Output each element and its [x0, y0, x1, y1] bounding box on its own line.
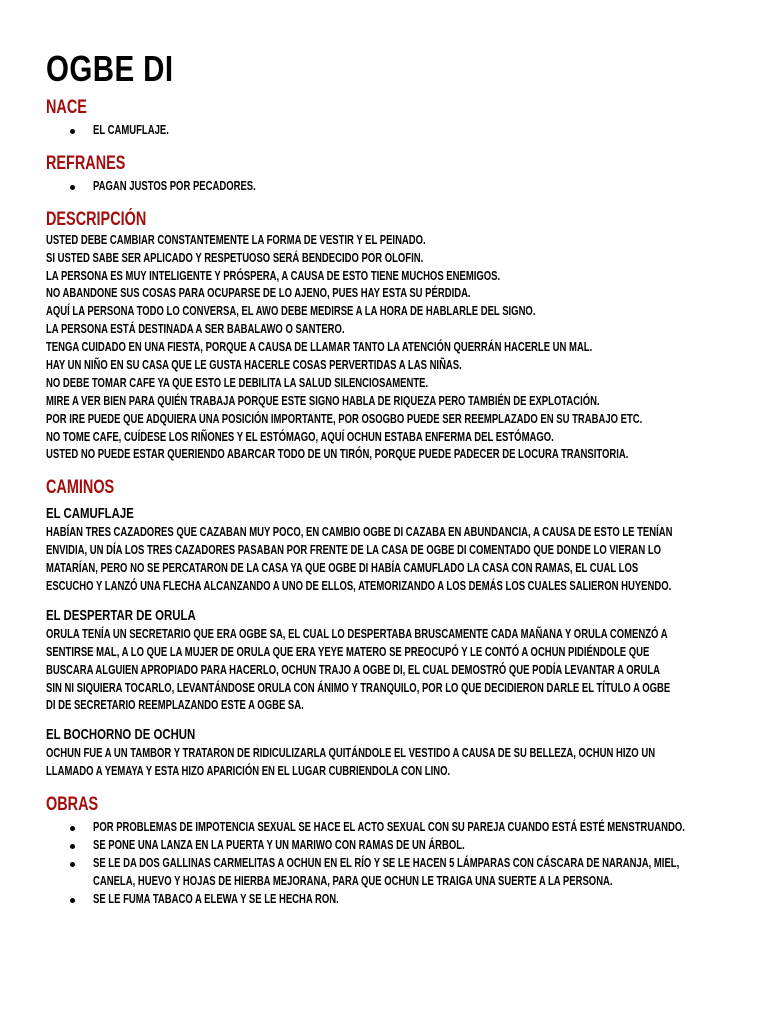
- section-heading-nace: NACE: [46, 97, 87, 118]
- text-line: LA PERSONA ESTÁ DESTINADA A SER BABALAWO O SANTERO.: [46, 322, 345, 337]
- obras-list: [46, 819, 722, 908]
- text-line: TENGA CUIDADO EN UNA FIESTA, PORQUE A CAUSA DE LLAMAR TANTO LA ATENCIÓN QUERRÁN HACERLE UN MAL.: [46, 340, 593, 355]
- text-line: LLAMADO A YEMAYA Y ESTA HIZO APARICIÓN EN EL LUGAR CUBRIENDOLA CON LINO.: [46, 764, 451, 779]
- text-line: POR IRE PUEDE QUE ADQUIERA UNA POSICIÓN IMPORTANTE, POR OSOGBO PUEDE SER REEMPLAZADO EN SU TRABAJO ETC.: [46, 411, 643, 426]
- story-title-despertar-de-orula: EL DESPERTAR DE ORULA: [46, 606, 196, 624]
- text-line: MIRE A VER BIEN PARA QUIÉN TRABAJA PORQUE ESTE SIGNO HABLA DE RIQUEZA PERO TAMBIÉN DE EXPLOTACIÓN.: [46, 393, 600, 408]
- text-line: OCHUN FUE A UN TAMBOR Y TRATARON DE RIDICULIZARLA QUITÁNDOLE EL VESTIDO A CAUSA DE SU BELLEZA, OCHUN HIZO UN: [46, 746, 656, 761]
- text-line: LA PERSONA ES MUY INTELIGENTE Y PRÓSPERA, A CAUSA DE ESTO TIENE MUCHOS ENEMIGOS.: [46, 268, 501, 283]
- text-line: SENTIRSE MAL, A LO QUE LA MUJER DE ORULA QUE ERA YEYE MATERO SE PREOCUPÓ Y LE CONTÓ A OCHUN PIDIÉNDOLE QUE: [46, 644, 650, 659]
- list-item: SE LE FUMA TABACO A ELEWA Y SE LE HECHA RON.: [46, 891, 722, 909]
- story-title-camuflaje: EL CAMUFLAJE: [46, 505, 134, 523]
- list-item-continuation: CANELA, HUEVO Y HOJAS DE HIERBA MEJORANA, PARA QUE OCHUN LE TRAIGA UNA SUERTE A LA PERSONA.: [93, 873, 613, 888]
- text-line: NO DEBE TOMAR CAFE YA QUE ESTO LE DEBILITA LA SALUD SILENCIOSAMENTE.: [46, 375, 429, 390]
- text-line: ENVIDIA, UN DÍA LOS TRES CAZADORES PASABAN POR FRENTE DE LA CASA DE OGBE DI COMENTADO QUE DONDE LO VIERAN LO: [46, 543, 662, 558]
- text-line: HAY UN NIÑO EN SU CASA QUE LE GUSTA HACERLE COSAS PERVERTIDAS A LAS NIÑAS.: [46, 358, 462, 373]
- text-line: AQUÍ LA PERSONA TODO LO CONVERSA, EL AWO DEBE MEDIRSE A LA HORA DE HABLARLE DEL SIGNO.: [46, 304, 536, 319]
- text-line: ORULA TENÍA UN SECRETARIO QUE ERA OGBE SA, EL CUAL LO DESPERTABA BRUSCAMENTE CADA MAÑANA Y ORULA COMENZÓ A: [46, 626, 668, 641]
- descripcion-text: [46, 232, 722, 465]
- bullet-icon: [70, 826, 75, 831]
- text-line: USTED NO PUEDE ESTAR QUERIENDO ABARCAR TODO DE UN TIRÓN, PORQUE PUEDE PADECER DE LOCURA TRANSITORIA.: [46, 447, 629, 462]
- text-line: NO ABANDONE SUS COSAS PARA OCUPARSE DE LO AJENO, PUES HAY ESTA SU PÉRDIDA.: [46, 286, 471, 301]
- story-title-bochorno-de-ochun: EL BOCHORNO DE OCHUN: [46, 726, 196, 744]
- story-text-despertar-de-orula: [46, 626, 722, 715]
- list-item: EL CAMUFLAJE.: [46, 122, 722, 140]
- bullet-icon: [70, 898, 75, 903]
- story-text-bochorno-de-ochun: [46, 745, 722, 781]
- bullet-icon: [70, 185, 75, 190]
- list-item: SE LE DA DOS GALLINAS CARMELITAS A OCHUN EN EL RÍO Y SE LE HACEN 5 LÁMPARAS CON CÁSCARA DE NARANJA, MIEL,: [46, 855, 722, 873]
- list-item: SE PONE UNA LANZA EN LA PUERTA Y UN MARIWO CON RAMAS DE UN ÁRBOL.: [46, 837, 722, 855]
- text-line: DI DE SECRETARIO REEMPLAZANDO ESTE A OGBE SA.: [46, 698, 304, 713]
- text-line: BUSCARA ALGUIEN APROPIADO PARA HACERLO, OCHUN TRAJO A OGBE DI, EL CUAL DEMOSTRÓ QUE PODÍA LEVANTAR A ORULA: [46, 662, 661, 677]
- story-text-camuflaje: [46, 524, 722, 596]
- refranes-list: [46, 178, 722, 196]
- document-title: OGBE DI: [46, 48, 174, 89]
- section-heading-refranes: REFRANES: [46, 152, 126, 174]
- text-line: SI USTED SABE SER APLICADO Y RESPETUOSO SERÁ BENDECIDO POR OLOFIN.: [46, 250, 424, 265]
- section-heading-obras: OBRAS: [46, 794, 99, 816]
- text-line: NO TOME CAFE, CUÍDESE LOS RIÑONES Y EL ESTÓMAGO, AQUÍ OCHUN ESTABA ENFERMA DEL ESTÓMAGO.: [46, 429, 554, 444]
- bullet-icon: [70, 129, 75, 134]
- text-line: SIN NI SIQUIERA TOCARLO, LEVANTÁNDOSE ORULA CON ÁNIMO Y TRANQUILO, POR LO QUE DECIDIERON DARLE EL TÍTULO A OGBE: [46, 680, 671, 695]
- text-line: ESCUCHO Y LANZÓ UNA FLECHA ALCANZANDO A UNO DE ELLOS, ATEMORIZANDO A LOS DEMÁS LOS CUALES SALIERON HUYENDO.: [46, 579, 672, 594]
- section-heading-caminos: CAMINOS: [46, 477, 115, 499]
- nace-list: [46, 122, 722, 140]
- text-line: MATARÍAN, PERO NO SE PERCATARON DE LA CASA YA QUE OGBE DI HABÍA CAMUFLADO LA CASA CON RAMAS, EL CUAL LOS: [46, 561, 639, 576]
- bullet-icon: [70, 844, 75, 849]
- section-heading-descripcion: DESCRIPCIÓN: [46, 208, 147, 230]
- bullet-icon: [70, 862, 75, 867]
- text-line: HABÍAN TRES CAZADORES QUE CAZABAN MUY POCO, EN CAMBIO OGBE DI CAZABA EN ABUNDANCIA, A CAUSA DE ESTO LE TENÍAN: [46, 525, 673, 540]
- list-item: POR PROBLEMAS DE IMPOTENCIA SEXUAL SE HACE EL ACTO SEXUAL CON SU PAREJA CUANDO ESTÁ ESTÉ MENSTRUANDO.: [46, 819, 722, 837]
- text-line: USTED DEBE CAMBIAR CONSTANTEMENTE LA FORMA DE VESTIR Y EL PEINADO.: [46, 232, 426, 247]
- list-item: PAGAN JUSTOS POR PECADORES.: [46, 178, 722, 196]
